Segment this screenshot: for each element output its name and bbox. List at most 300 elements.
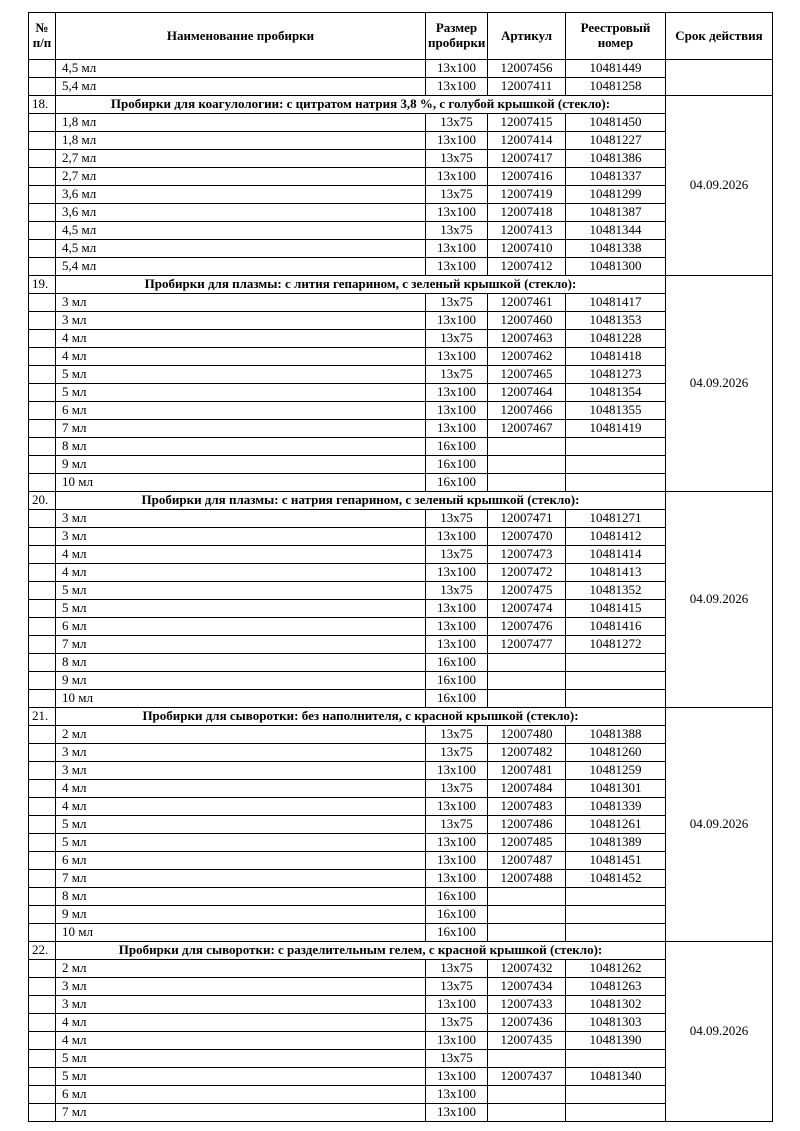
- row-number-cell: [29, 582, 56, 600]
- row-number-cell: [29, 960, 56, 978]
- table-row: [29, 510, 773, 528]
- registry-cell: 10481258: [566, 78, 666, 96]
- article-cell: 12007480: [488, 726, 566, 744]
- registry-cell: 10481337: [566, 168, 666, 186]
- row-number-cell: [29, 222, 56, 240]
- tube-name-cell: 5 мл: [56, 366, 426, 384]
- article-cell: 12007436: [488, 1014, 566, 1032]
- table-row: [29, 564, 773, 582]
- tube-name-cell: 4,5 мл: [56, 60, 426, 78]
- article-cell: 12007460: [488, 312, 566, 330]
- table-row: [29, 474, 773, 492]
- tube-size-cell: 13x100: [426, 78, 488, 96]
- tube-size-cell: 13x100: [426, 132, 488, 150]
- row-number-cell: [29, 762, 56, 780]
- article-cell: 12007463: [488, 330, 566, 348]
- row-number-cell: [29, 996, 56, 1014]
- row-number-cell: [29, 258, 56, 276]
- table-row: [29, 402, 773, 420]
- article-cell: 12007477: [488, 636, 566, 654]
- tube-name-cell: 6 мл: [56, 1086, 426, 1104]
- table-row: [29, 1032, 773, 1050]
- tube-size-cell: 13x100: [426, 1086, 488, 1104]
- tube-name-cell: 4 мл: [56, 330, 426, 348]
- tube-name-cell: 3 мл: [56, 294, 426, 312]
- row-number-cell: [29, 114, 56, 132]
- row-number-cell: [29, 402, 56, 420]
- tube-size-cell: 16x100: [426, 456, 488, 474]
- row-number-cell: [29, 348, 56, 366]
- table-row: [29, 654, 773, 672]
- table-row: [29, 78, 773, 96]
- article-cell: [488, 438, 566, 456]
- table-row: [29, 60, 773, 78]
- tube-name-cell: 4,5 мл: [56, 240, 426, 258]
- registry-cell: [566, 1104, 666, 1122]
- tube-size-cell: 13x100: [426, 60, 488, 78]
- tube-size-cell: 13x100: [426, 852, 488, 870]
- registry-cell: 10481301: [566, 780, 666, 798]
- table-row: [29, 168, 773, 186]
- registry-cell: 10481387: [566, 204, 666, 222]
- tube-name-cell: 10 мл: [56, 690, 426, 708]
- table-row: [29, 546, 773, 564]
- tube-name-cell: 1,8 мл: [56, 114, 426, 132]
- row-number-cell: [29, 132, 56, 150]
- article-cell: [488, 474, 566, 492]
- article-cell: 12007475: [488, 582, 566, 600]
- table-row: [29, 780, 773, 798]
- table-row: [29, 384, 773, 402]
- registry-cell: 10481417: [566, 294, 666, 312]
- section-title-cell: Пробирки для сыворотки: без наполнителя, с красной крышкой (стекло):: [56, 708, 666, 726]
- tube-name-cell: 4 мл: [56, 780, 426, 798]
- table-row: [29, 726, 773, 744]
- row-number-cell: [29, 906, 56, 924]
- table-row: [29, 1086, 773, 1104]
- row-number-cell: [29, 798, 56, 816]
- table-row: [29, 888, 773, 906]
- registry-cell: [566, 924, 666, 942]
- tube-name-cell: 4 мл: [56, 1032, 426, 1050]
- table-row: [29, 366, 773, 384]
- col-header-validity: Срок действия: [666, 13, 773, 60]
- tube-size-cell: 16x100: [426, 924, 488, 942]
- tube-size-cell: 16x100: [426, 438, 488, 456]
- table-row: [29, 1014, 773, 1032]
- table-row: [29, 132, 773, 150]
- table-body: [29, 60, 773, 1122]
- row-number-cell: [29, 600, 56, 618]
- registry-cell: 10481451: [566, 852, 666, 870]
- tube-size-cell: 13x75: [426, 546, 488, 564]
- tube-size-cell: 13x100: [426, 1104, 488, 1122]
- tube-size-cell: 16x100: [426, 474, 488, 492]
- article-cell: [488, 1086, 566, 1104]
- tube-size-cell: 13x100: [426, 204, 488, 222]
- tube-size-cell: 16x100: [426, 888, 488, 906]
- table-row: [29, 528, 773, 546]
- registry-cell: 10481416: [566, 618, 666, 636]
- row-number-cell: [29, 690, 56, 708]
- row-number-cell: [29, 672, 56, 690]
- section-number-cell: 19.: [29, 276, 56, 294]
- section-title-cell: Пробирки для плазмы: с натрия гепарином, с зеленый крышкой (стекло):: [56, 492, 666, 510]
- tube-size-cell: 13x100: [426, 996, 488, 1014]
- article-cell: [488, 456, 566, 474]
- row-number-cell: [29, 1032, 56, 1050]
- registry-cell: 10481450: [566, 114, 666, 132]
- table-row: [29, 960, 773, 978]
- tube-name-cell: 4 мл: [56, 348, 426, 366]
- tube-size-cell: 16x100: [426, 672, 488, 690]
- row-number-cell: [29, 528, 56, 546]
- section-title-cell: Пробирки для коагулологии: с цитратом натрия 3,8 %, с голубой крышкой (стекло):: [56, 96, 666, 114]
- tube-size-cell: 13x100: [426, 384, 488, 402]
- article-cell: 12007474: [488, 600, 566, 618]
- tube-name-cell: 4 мл: [56, 1014, 426, 1032]
- section-header-row: [29, 942, 773, 960]
- section-number-cell: 21.: [29, 708, 56, 726]
- tube-table: [28, 12, 773, 1122]
- tube-size-cell: 16x100: [426, 906, 488, 924]
- article-cell: 12007470: [488, 528, 566, 546]
- validity-cell: 04.09.2026: [666, 276, 773, 492]
- article-cell: [488, 690, 566, 708]
- table-row: [29, 834, 773, 852]
- table-row: [29, 114, 773, 132]
- tube-name-cell: 2,7 мл: [56, 168, 426, 186]
- row-number-cell: [29, 420, 56, 438]
- table-row: [29, 744, 773, 762]
- registry-cell: 10481228: [566, 330, 666, 348]
- article-cell: 12007476: [488, 618, 566, 636]
- table-row: [29, 618, 773, 636]
- section-title-cell: Пробирки для плазмы: с лития гепарином, с зеленый крышкой (стекло):: [56, 276, 666, 294]
- registry-cell: [566, 672, 666, 690]
- registry-cell: 10481273: [566, 366, 666, 384]
- row-number-cell: [29, 744, 56, 762]
- registry-cell: 10481419: [566, 420, 666, 438]
- row-number-cell: [29, 474, 56, 492]
- table-row: [29, 690, 773, 708]
- row-number-cell: [29, 726, 56, 744]
- tube-size-cell: 13x100: [426, 870, 488, 888]
- article-cell: 12007410: [488, 240, 566, 258]
- tube-name-cell: 4 мл: [56, 564, 426, 582]
- tube-size-cell: 13x100: [426, 240, 488, 258]
- row-number-cell: [29, 870, 56, 888]
- row-number-cell: [29, 204, 56, 222]
- col-header-tube-name: Наименование пробирки: [56, 13, 426, 60]
- registry-cell: [566, 456, 666, 474]
- registry-cell: [566, 474, 666, 492]
- article-cell: [488, 1104, 566, 1122]
- tube-name-cell: 10 мл: [56, 924, 426, 942]
- tube-size-cell: 13x75: [426, 780, 488, 798]
- row-number-cell: [29, 1104, 56, 1122]
- row-number-cell: [29, 186, 56, 204]
- tube-size-cell: 13x100: [426, 636, 488, 654]
- row-number-cell: [29, 924, 56, 942]
- article-cell: [488, 906, 566, 924]
- section-header-row: [29, 708, 773, 726]
- registry-cell: 10481415: [566, 600, 666, 618]
- row-number-cell: [29, 1068, 56, 1086]
- tube-name-cell: 5,4 мл: [56, 258, 426, 276]
- tube-size-cell: 13x100: [426, 618, 488, 636]
- article-cell: 12007485: [488, 834, 566, 852]
- registry-cell: 10481303: [566, 1014, 666, 1032]
- col-header-registry-number: Реестровый номер: [566, 13, 666, 60]
- tube-size-cell: 13x100: [426, 564, 488, 582]
- tube-size-cell: 13x75: [426, 114, 488, 132]
- table-row: [29, 222, 773, 240]
- tube-size-cell: 13x100: [426, 1068, 488, 1086]
- tube-name-cell: 2 мл: [56, 960, 426, 978]
- registry-cell: 10481386: [566, 150, 666, 168]
- tube-size-cell: 13x75: [426, 726, 488, 744]
- tube-name-cell: 3 мл: [56, 996, 426, 1014]
- section-title-cell: Пробирки для сыворотки: с разделительным гелем, с красной крышкой (стекло):: [56, 942, 666, 960]
- validity-cell: 04.09.2026: [666, 942, 773, 1122]
- article-cell: 12007483: [488, 798, 566, 816]
- registry-cell: [566, 438, 666, 456]
- tube-name-cell: 8 мл: [56, 654, 426, 672]
- article-cell: [488, 888, 566, 906]
- row-number-cell: [29, 330, 56, 348]
- registry-cell: 10481340: [566, 1068, 666, 1086]
- table-header-row: [29, 13, 773, 60]
- table-row: [29, 816, 773, 834]
- tube-size-cell: 13x100: [426, 312, 488, 330]
- article-cell: 12007433: [488, 996, 566, 1014]
- article-cell: 12007466: [488, 402, 566, 420]
- article-cell: 12007482: [488, 744, 566, 762]
- col-header-article: Артикул: [488, 13, 566, 60]
- row-number-cell: [29, 456, 56, 474]
- table-row: [29, 672, 773, 690]
- table-row: [29, 186, 773, 204]
- article-cell: 12007417: [488, 150, 566, 168]
- row-number-cell: [29, 978, 56, 996]
- tube-size-cell: 13x75: [426, 744, 488, 762]
- row-number-cell: [29, 438, 56, 456]
- registry-cell: 10481355: [566, 402, 666, 420]
- article-cell: [488, 654, 566, 672]
- registry-cell: 10481390: [566, 1032, 666, 1050]
- table-row: [29, 150, 773, 168]
- tube-size-cell: 13x100: [426, 834, 488, 852]
- table-row: [29, 1104, 773, 1122]
- row-number-cell: [29, 294, 56, 312]
- section-number-cell: 22.: [29, 942, 56, 960]
- registry-cell: 10481412: [566, 528, 666, 546]
- row-number-cell: [29, 834, 56, 852]
- section-header-row: [29, 492, 773, 510]
- row-number-cell: [29, 1086, 56, 1104]
- registry-cell: 10481414: [566, 546, 666, 564]
- tube-size-cell: 13x100: [426, 798, 488, 816]
- article-cell: 12007437: [488, 1068, 566, 1086]
- row-number-cell: [29, 888, 56, 906]
- tube-size-cell: 13x75: [426, 186, 488, 204]
- tube-size-cell: 13x100: [426, 528, 488, 546]
- table-row: [29, 1050, 773, 1068]
- article-cell: 12007484: [488, 780, 566, 798]
- table-row: [29, 924, 773, 942]
- tube-name-cell: 4,5 мл: [56, 222, 426, 240]
- article-cell: 12007413: [488, 222, 566, 240]
- registry-cell: 10481272: [566, 636, 666, 654]
- tube-size-cell: 13x75: [426, 150, 488, 168]
- validity-cell: 04.09.2026: [666, 96, 773, 276]
- tube-name-cell: 7 мл: [56, 1104, 426, 1122]
- tube-name-cell: 5 мл: [56, 582, 426, 600]
- registry-cell: [566, 1086, 666, 1104]
- article-cell: 12007456: [488, 60, 566, 78]
- tube-size-cell: 13x100: [426, 258, 488, 276]
- section-number-cell: 18.: [29, 96, 56, 114]
- tube-name-cell: 9 мл: [56, 906, 426, 924]
- tube-size-cell: 13x100: [426, 348, 488, 366]
- row-number-cell: [29, 816, 56, 834]
- article-cell: 12007487: [488, 852, 566, 870]
- article-cell: [488, 1050, 566, 1068]
- validity-cell: [666, 60, 773, 96]
- tube-size-cell: 13x75: [426, 582, 488, 600]
- tube-name-cell: 3 мл: [56, 528, 426, 546]
- registry-cell: 10481302: [566, 996, 666, 1014]
- registry-cell: 10481352: [566, 582, 666, 600]
- registry-cell: 10481344: [566, 222, 666, 240]
- article-cell: 12007472: [488, 564, 566, 582]
- row-number-cell: [29, 168, 56, 186]
- registry-cell: 10481418: [566, 348, 666, 366]
- table-row: [29, 978, 773, 996]
- table-row: [29, 258, 773, 276]
- row-number-cell: [29, 546, 56, 564]
- table-row: [29, 906, 773, 924]
- table-row: [29, 798, 773, 816]
- article-cell: 12007412: [488, 258, 566, 276]
- table-row: [29, 294, 773, 312]
- tube-name-cell: 7 мл: [56, 636, 426, 654]
- registry-cell: 10481388: [566, 726, 666, 744]
- registry-cell: 10481263: [566, 978, 666, 996]
- row-number-cell: [29, 1050, 56, 1068]
- tube-name-cell: 4 мл: [56, 546, 426, 564]
- article-cell: 12007462: [488, 348, 566, 366]
- article-cell: 12007473: [488, 546, 566, 564]
- tube-name-cell: 3 мл: [56, 978, 426, 996]
- registry-cell: [566, 690, 666, 708]
- table-row: [29, 582, 773, 600]
- tube-name-cell: 10 мл: [56, 474, 426, 492]
- article-cell: 12007435: [488, 1032, 566, 1050]
- registry-cell: 10481353: [566, 312, 666, 330]
- tube-name-cell: 6 мл: [56, 852, 426, 870]
- registry-cell: 10481413: [566, 564, 666, 582]
- tube-name-cell: 6 мл: [56, 402, 426, 420]
- table-row: [29, 330, 773, 348]
- registry-cell: [566, 906, 666, 924]
- registry-cell: 10481449: [566, 60, 666, 78]
- tube-size-cell: 13x100: [426, 402, 488, 420]
- tube-name-cell: 3 мл: [56, 762, 426, 780]
- row-number-cell: [29, 510, 56, 528]
- tube-name-cell: 7 мл: [56, 420, 426, 438]
- tube-name-cell: 5 мл: [56, 834, 426, 852]
- tube-name-cell: 6 мл: [56, 618, 426, 636]
- registry-cell: [566, 1050, 666, 1068]
- registry-cell: [566, 888, 666, 906]
- tube-name-cell: 2 мл: [56, 726, 426, 744]
- table-row: [29, 1068, 773, 1086]
- tube-name-cell: 5 мл: [56, 1068, 426, 1086]
- article-cell: 12007488: [488, 870, 566, 888]
- article-cell: 12007418: [488, 204, 566, 222]
- article-cell: [488, 924, 566, 942]
- registry-cell: 10481262: [566, 960, 666, 978]
- table-row: [29, 312, 773, 330]
- registry-cell: [566, 654, 666, 672]
- tube-name-cell: 5,4 мл: [56, 78, 426, 96]
- registry-cell: 10481261: [566, 816, 666, 834]
- tube-size-cell: 13x75: [426, 294, 488, 312]
- row-number-cell: [29, 312, 56, 330]
- tube-name-cell: 5 мл: [56, 1050, 426, 1068]
- registry-cell: 10481271: [566, 510, 666, 528]
- table-row: [29, 996, 773, 1014]
- table-row: [29, 456, 773, 474]
- article-cell: 12007416: [488, 168, 566, 186]
- article-cell: 12007411: [488, 78, 566, 96]
- table-row: [29, 870, 773, 888]
- tube-name-cell: 8 мл: [56, 888, 426, 906]
- registry-cell: 10481339: [566, 798, 666, 816]
- row-number-cell: [29, 384, 56, 402]
- tube-size-cell: 13x100: [426, 762, 488, 780]
- tube-size-cell: 16x100: [426, 654, 488, 672]
- tube-name-cell: 3,6 мл: [56, 204, 426, 222]
- registry-cell: 10481227: [566, 132, 666, 150]
- tube-name-cell: 3,6 мл: [56, 186, 426, 204]
- tube-name-cell: 5 мл: [56, 384, 426, 402]
- table-row: [29, 636, 773, 654]
- row-number-cell: [29, 780, 56, 798]
- tube-name-cell: 7 мл: [56, 870, 426, 888]
- article-cell: 12007467: [488, 420, 566, 438]
- article-cell: 12007432: [488, 960, 566, 978]
- table-row: [29, 420, 773, 438]
- tube-size-cell: 13x75: [426, 330, 488, 348]
- article-cell: 12007419: [488, 186, 566, 204]
- registry-cell: 10481452: [566, 870, 666, 888]
- tube-size-cell: 16x100: [426, 690, 488, 708]
- row-number-cell: [29, 564, 56, 582]
- tube-name-cell: 8 мл: [56, 438, 426, 456]
- tube-name-cell: 9 мл: [56, 672, 426, 690]
- row-number-cell: [29, 366, 56, 384]
- tube-size-cell: 13x100: [426, 420, 488, 438]
- tube-name-cell: 4 мл: [56, 798, 426, 816]
- article-cell: 12007461: [488, 294, 566, 312]
- registry-cell: 10481260: [566, 744, 666, 762]
- row-number-cell: [29, 1014, 56, 1032]
- col-header-row-number: № п/п: [29, 13, 56, 60]
- table-row: [29, 852, 773, 870]
